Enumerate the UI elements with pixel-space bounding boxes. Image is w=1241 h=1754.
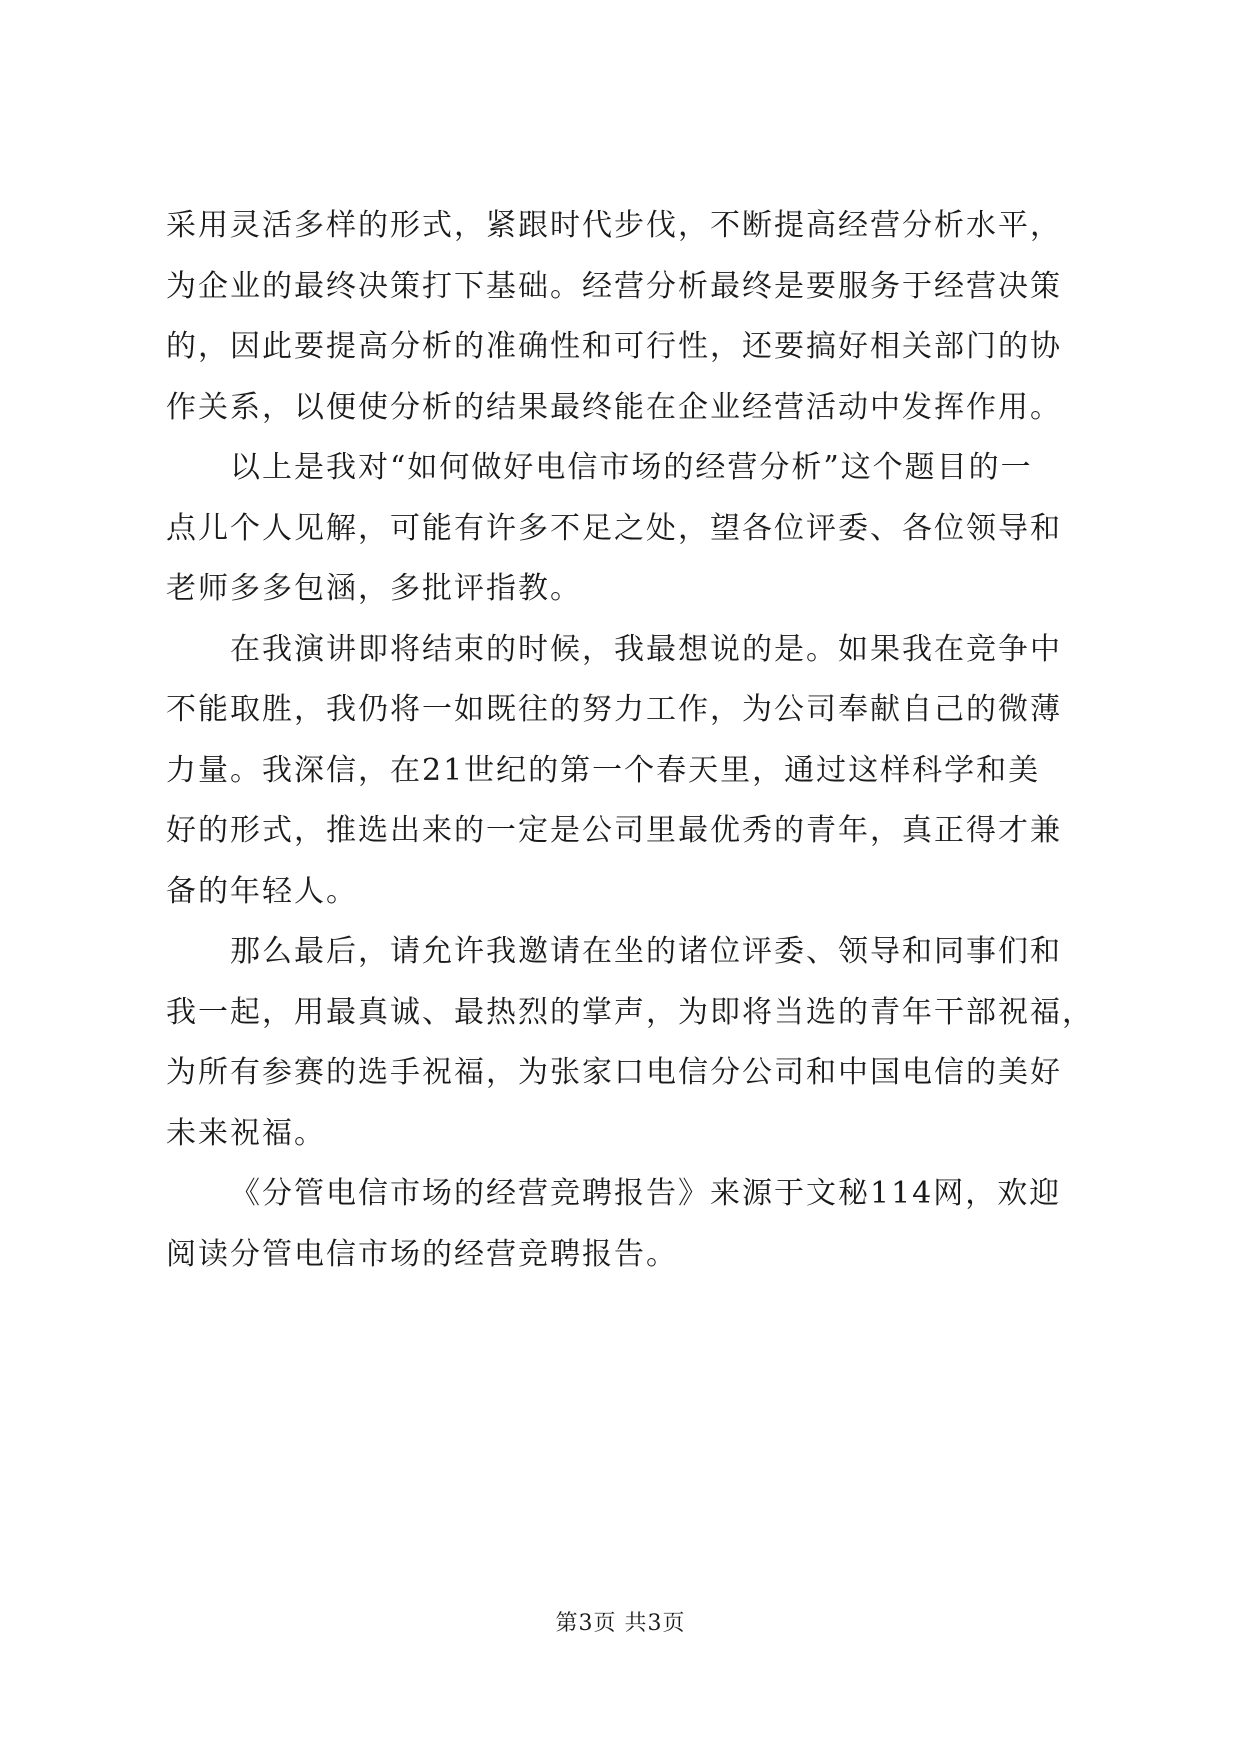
document-body [166,196,1094,1285]
text-line: 作关系，以便使分析的结果最终能在企业经营活动中发挥作用。 [166,389,1062,425]
text-line: 阅读分管电信市场的经营竞聘报告。 [166,1236,678,1272]
paragraph-first-line: 那么最后，请允许我邀请在坐的诸位评委、领导和同事们和 [230,934,1062,969]
text-line: 备的年轻人。 [166,873,358,909]
text-line: 点儿个人见解，可能有许多不足之处，望各位评委、各位领导和 [166,510,1062,546]
text-line: 力量。我深信，在21世纪的第一个春天里，通过这样科学和美 [166,752,1041,788]
text-line: 的，因此要提高分析的准确性和可行性，还要搞好相关部门的协 [166,329,1062,364]
text-line: 不能取胜，我仍将一如既往的努力工作，为公司奉献自己的微薄 [166,692,1062,727]
page-number-footer: 第3页 共3页 [555,1611,686,1636]
paragraph-first-line: 以上是我对“如何做好电信市场的经营分析”这个题目的一 [230,450,1033,485]
text-line: 未来祝福。 [166,1115,326,1151]
text-line: 为所有参赛的选手祝福，为张家口电信分公司和中国电信的美好 [166,1055,1062,1090]
text-line: 老师多多包涵，多批评指教。 [166,571,582,606]
paragraph-first-line: 《分管电信市场的经营竞聘报告》来源于文秘114网，欢迎 [230,1176,1062,1211]
text-line: 我一起，用最真诚、最热烈的掌声，为即将当选的青年干部祝福， [166,994,1094,1030]
paragraph-first-line: 在我演讲即将结束的时候，我最想说的是。如果我在竞争中 [230,631,1062,667]
text-line: 为企业的最终决策打下基础。经营分析最终是要服务于经营决策 [166,268,1062,304]
text-line: 采用灵活多样的形式，紧跟时代步伐，不断提高经营分析水平， [166,208,1062,243]
text-line: 好的形式，推选出来的一定是公司里最优秀的青年，真正得才兼 [166,813,1062,848]
